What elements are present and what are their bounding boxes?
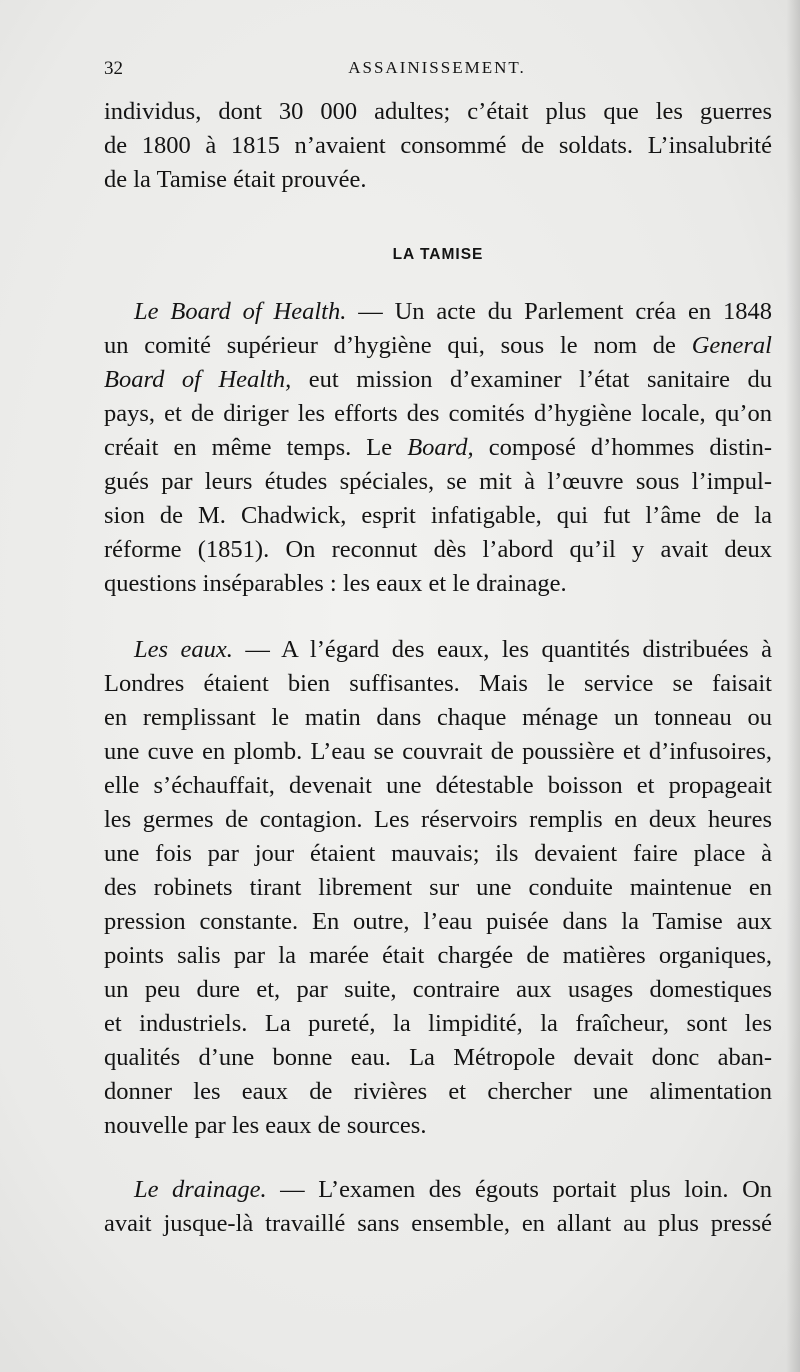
text-line	[104, 363, 772, 397]
line-text: A l’égard des eaux, les quantités distribuées à	[281, 636, 773, 663]
paragraph-board-of-health	[104, 295, 772, 601]
text-line: un peu dure et, par suite, contraire aux usages domestiques	[104, 976, 772, 1003]
page-number: 32	[104, 58, 123, 79]
text-line: une cuve en plomb. L’eau se couvrait de poussière et d’infusoires,	[104, 738, 772, 765]
text-line: Londres étaient bien suffisantes. Mais le service se faisait	[104, 670, 772, 697]
italic-term: General	[691, 332, 772, 359]
paragraph-title: Les eaux.	[134, 636, 233, 663]
text-line	[104, 295, 772, 329]
dash: —	[346, 298, 395, 325]
dash: —	[266, 1176, 319, 1203]
text-line: les germes de contagion. Les réservoirs remplis en deux heures	[104, 806, 772, 833]
italic-term: Board of Health,	[104, 366, 292, 393]
line-text: un comité supérieur d’hygiène qui, sous le nom de	[104, 332, 692, 359]
text-line	[104, 633, 772, 667]
paragraph-les-eaux	[104, 633, 772, 1143]
text-line	[104, 329, 772, 363]
text-line: réforme (1851). On reconnut dès l’abord qu’il y avait deux	[104, 536, 772, 563]
text-line: de la Tamise était prouvée.	[104, 166, 367, 193]
line-text: L’examen des égouts portait plus loin. On	[318, 1176, 773, 1203]
running-head	[104, 58, 770, 86]
paragraph-title: Le drainage.	[134, 1176, 267, 1203]
text-line: points salis par la marée était chargée de matières organiques,	[104, 942, 772, 969]
text-line: questions inséparables : les eaux et le drainage.	[104, 570, 567, 597]
text-line: elle s’échauffait, devenait une détestable boisson et propageait	[104, 772, 772, 799]
text-line: une fois par jour étaient mauvais; ils devaient faire place à	[104, 840, 772, 867]
text-line	[104, 1173, 772, 1207]
text-line: donner les eaux de rivières et chercher une alimentation	[104, 1078, 772, 1105]
line-text: Un acte du Parlement créa en 1848	[394, 298, 772, 325]
text-line: qualités d’une bonne eau. La Métropole devait donc aban-	[104, 1044, 772, 1071]
text-line: pays, et de diriger les efforts des comités d’hygiène locale, qu’on	[104, 400, 772, 427]
line-text: créait en même temps. Le	[104, 434, 408, 461]
text-line: et industriels. La pureté, la limpidité, la fraîcheur, sont les	[104, 1010, 772, 1037]
paragraph-le-drainage	[104, 1173, 772, 1241]
text-line: nouvelle par les eaux de sources.	[104, 1112, 427, 1139]
text-line	[104, 431, 772, 465]
text-line: des robinets tirant librement sur une conduite maintenue en	[104, 874, 772, 901]
text-line: gués par leurs études spéciales, se mit à l’œuvre sous l’impul-	[104, 468, 772, 495]
dash: —	[232, 636, 282, 663]
text-line: avait jusque-là travaillé sans ensemble, en allant au plus pressé	[104, 1210, 772, 1237]
line-text: composé d’hommes distin-	[488, 434, 773, 461]
section-heading: LA TAMISE	[392, 246, 484, 263]
text-line: sion de M. Chadwick, esprit infatigable, qui fut l’âme de la	[104, 502, 772, 529]
italic-term: Board,	[407, 434, 474, 461]
running-title: ASSAINISSEMENT.	[348, 58, 526, 77]
text-line: de 1800 à 1815 n’avaient consommé de soldats. L’insalubrité	[104, 132, 772, 159]
page-edge-shadow	[786, 0, 800, 1372]
text-line: pression constante. En outre, l’eau puisée dans la Tamise aux	[104, 908, 772, 935]
paragraph-title: Le Board of Health.	[134, 298, 347, 325]
text-line: individus, dont 30 000 adultes; c’était plus que les guerres	[104, 98, 772, 125]
line-text: eut mission d’examiner l’état sanitaire du	[308, 366, 772, 393]
continuation-paragraph	[104, 95, 772, 197]
text-line: en remplissant le matin dans chaque ménage un tonneau ou	[104, 704, 772, 731]
